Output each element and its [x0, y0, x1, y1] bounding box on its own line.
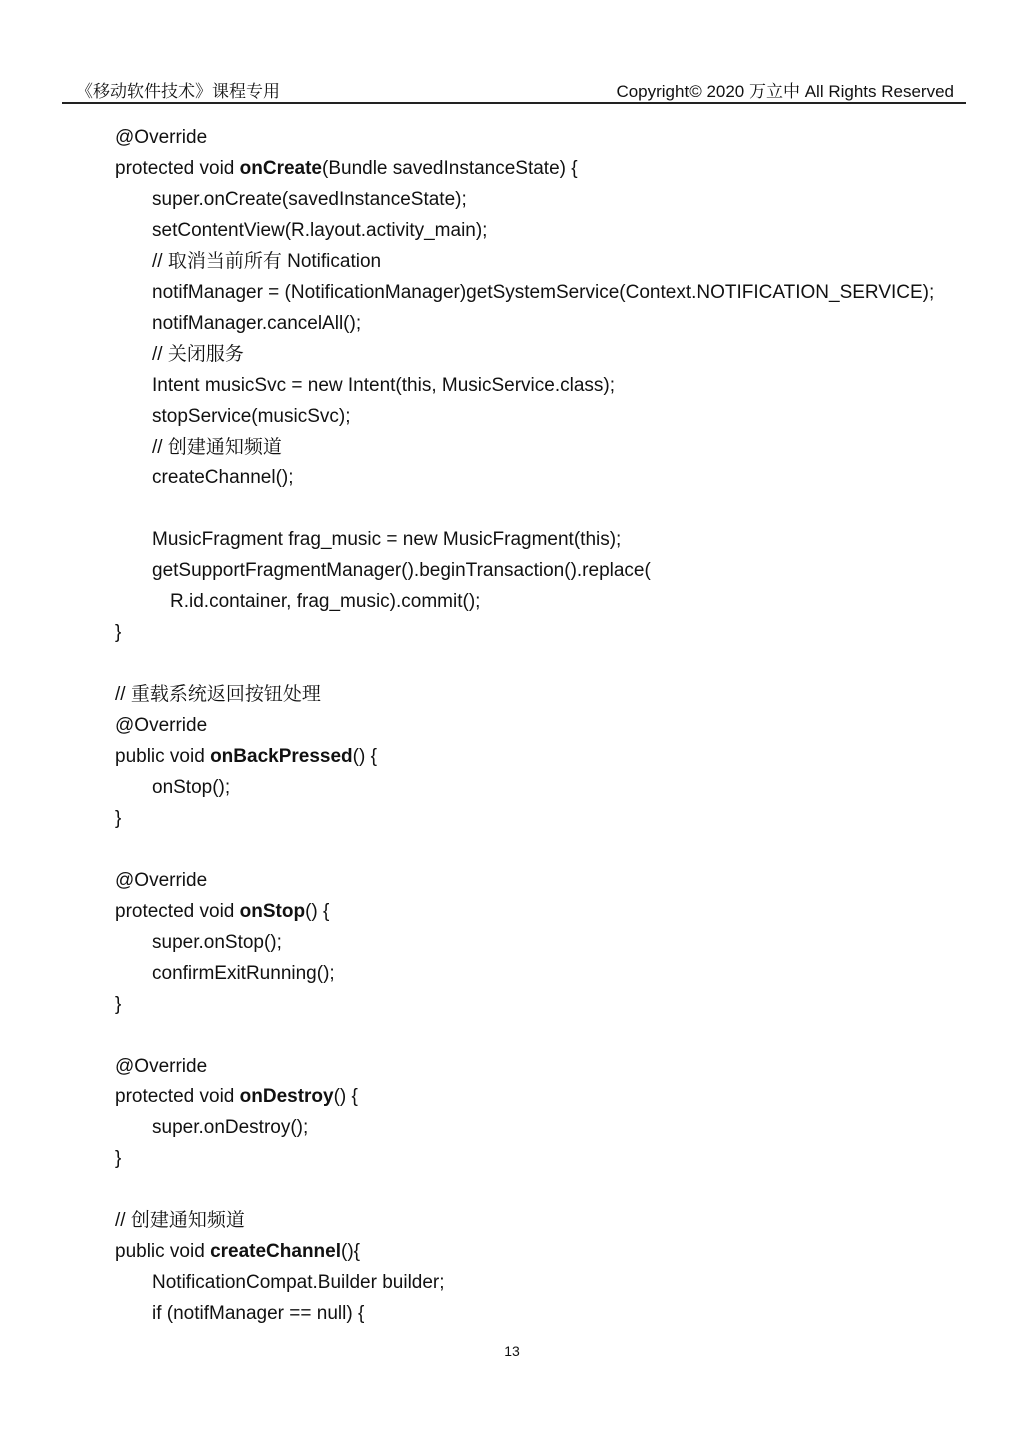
code-text: @Override: [115, 1055, 208, 1077]
code-text: () {: [352, 746, 377, 767]
code-text: // 创建通知频道: [152, 436, 282, 458]
code-line: [152, 929, 282, 957]
code-text: }: [115, 993, 122, 1015]
code-text: super.onCreate(savedInstanceState);: [152, 188, 467, 210]
code-line: [115, 1207, 245, 1235]
code-line: [170, 588, 480, 616]
code-text: // 取消当前所有 Notification: [152, 250, 382, 272]
code-line: [152, 341, 244, 369]
code-text: @Override: [115, 869, 208, 891]
code-text: R.id.container, frag_music).commit();: [170, 591, 481, 613]
code-line: [152, 557, 651, 585]
code-text: public void: [115, 1241, 211, 1263]
code-line: [115, 867, 207, 895]
code-text: // 重载系统返回按钮处理: [115, 684, 321, 706]
code-line: [152, 774, 230, 802]
code-line: [152, 1300, 364, 1328]
code-text: getSupportFragmentManager().beginTransaction().replace(: [152, 560, 651, 582]
code-text: // 创建通知频道: [115, 1210, 245, 1232]
code-text: if (notifManager == null) {: [152, 1303, 365, 1325]
code-line: [152, 1114, 308, 1142]
code-text: }: [115, 807, 122, 829]
code-line: [152, 217, 487, 245]
method-name: onBackPressed: [210, 746, 353, 767]
code-line: [152, 279, 934, 307]
code-text: (){: [341, 1241, 361, 1263]
code-text: createChannel();: [152, 467, 294, 489]
code-line: [115, 805, 121, 833]
code-line: [115, 155, 578, 183]
code-line: [152, 464, 294, 492]
code-line: [115, 1053, 207, 1081]
code-line: [152, 372, 615, 400]
code-text: () {: [333, 1086, 358, 1108]
code-line: [115, 743, 377, 771]
code-line: [152, 186, 467, 214]
code-line: [115, 1083, 358, 1111]
code-text: setContentView(R.layout.activity_main);: [152, 219, 488, 241]
code-text: }: [115, 1148, 122, 1170]
code-text: stopService(musicSvc);: [152, 405, 351, 427]
code-line: [115, 619, 121, 647]
code-line: [115, 1145, 121, 1173]
code-text: protected void: [115, 900, 240, 922]
code-text: confirmExitRunning();: [152, 962, 335, 984]
code-text: () {: [305, 900, 330, 922]
code-line: [115, 124, 207, 152]
code-line: [152, 248, 381, 276]
code-line: [152, 434, 282, 462]
code-text: NotificationCompat.Builder builder;: [152, 1272, 445, 1294]
code-text: @Override: [115, 127, 208, 148]
method-name: onDestroy: [239, 1086, 334, 1108]
course-title: 《移动软件技术》课程专用: [76, 82, 280, 101]
code-line: [115, 712, 207, 740]
code-text: (Bundle savedInstanceState) {: [322, 157, 578, 179]
page-header: [62, 74, 966, 104]
code-text: notifManager = (NotificationManager)getSystemService(Context.NOTIFICATION_SERVICE);: [152, 281, 935, 303]
code-text: Intent musicSvc = new Intent(this, MusicService.class);: [152, 374, 616, 396]
code-line: [152, 403, 351, 431]
method-name: onCreate: [239, 157, 322, 179]
code-line: [152, 526, 621, 554]
copyright-notice: Copyright© 2020 万立中 All Rights Reserved: [616, 82, 954, 101]
code-line: [115, 991, 121, 1019]
code-text: }: [115, 622, 122, 644]
code-line: [115, 681, 321, 709]
code-text: public void: [115, 746, 211, 767]
code-text: @Override: [115, 715, 208, 737]
code-text: protected void: [115, 1086, 240, 1108]
code-line: [152, 960, 335, 988]
code-line: [115, 898, 329, 926]
code-text: notifManager.cancelAll();: [152, 312, 362, 334]
code-text: // 关闭服务: [152, 343, 244, 365]
code-line: [152, 1269, 445, 1297]
code-text: super.onDestroy();: [152, 1117, 309, 1139]
code-text: super.onStop();: [152, 931, 282, 953]
code-text: onStop();: [152, 776, 231, 798]
code-line: [152, 310, 361, 338]
code-text: MusicFragment frag_music = new MusicFragment(this);: [152, 529, 622, 551]
method-name: onStop: [239, 900, 306, 922]
page-number: 13: [504, 1343, 520, 1359]
code-text: protected void: [115, 157, 240, 179]
code-line: [115, 1238, 360, 1266]
method-name: createChannel: [210, 1241, 342, 1263]
